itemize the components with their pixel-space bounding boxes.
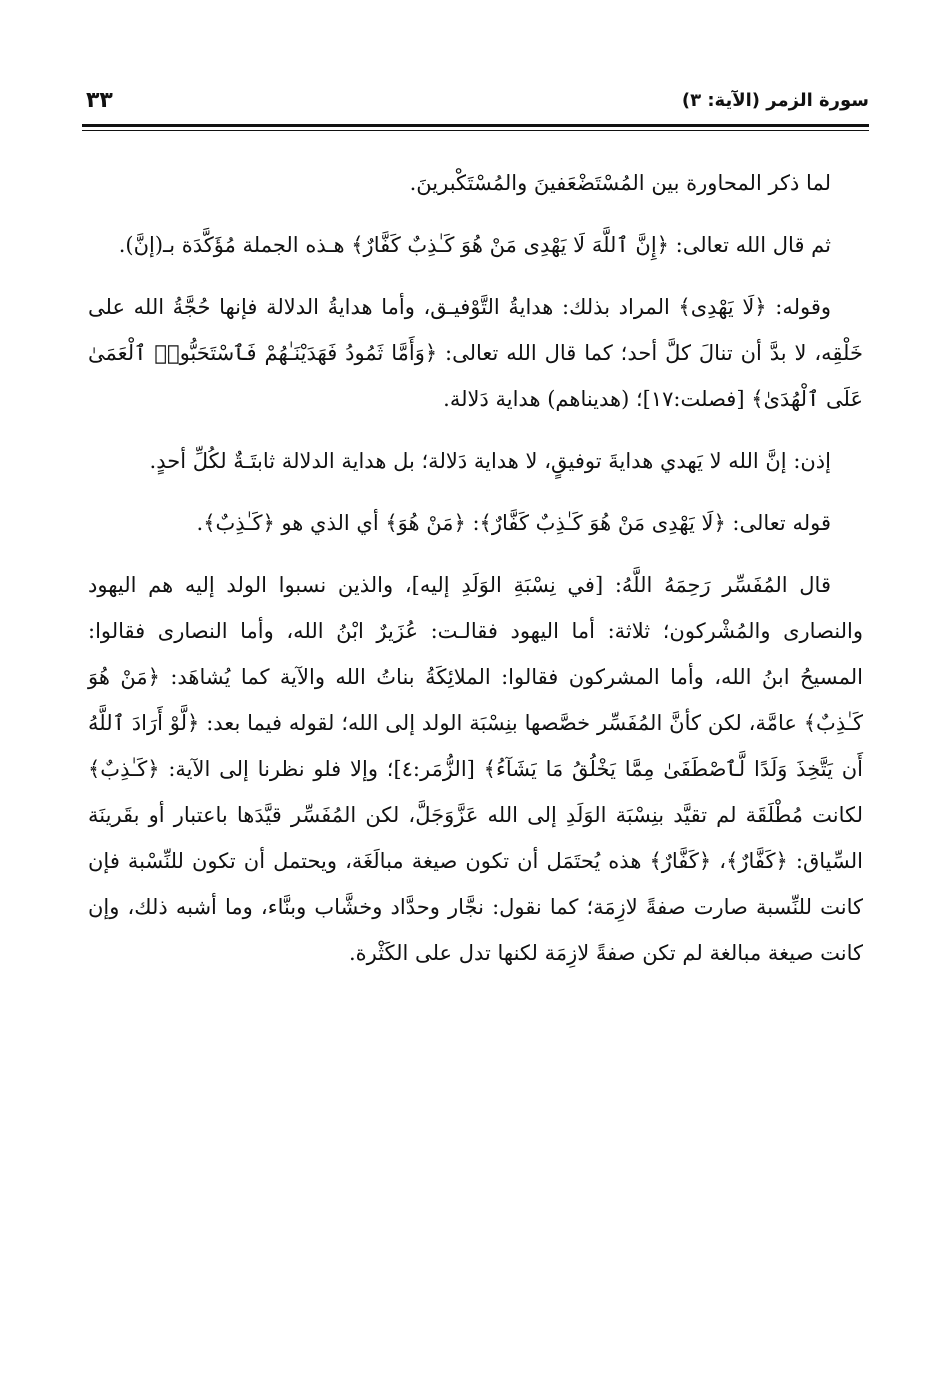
header-rule — [82, 124, 869, 127]
paragraph-1: لما ذكر المحاورة بين المُسْتَضْعَفينَ والمُسْتَكْبرينَ. — [409, 171, 831, 195]
page-number: ٣٣ — [86, 88, 113, 113]
paragraph-2: ثم قال الله تعالى: ﴿إِنَّ ٱللَّهَ لَا يَهْدِى مَنْ هُوَ كَـٰذِبٌ كَفَّارٌ﴾ هـذه الجملة مُؤَكَّدَة بـ(إنَّ). — [118, 233, 831, 257]
page-body — [88, 160, 863, 992]
paragraph-6: قال المُفَسِّر رَحِمَهُ اللَّهُ: [في نِسْبَةِ الوَلَدِ إليه]، والذين نسبوا الولد إليه هم اليهود والنصارى والمُشْركون؛ ثلاثة: أما اليهود فقالـت: عُزَيرٌ ابْنُ الله، وأما النصارى فقالوا: المسيحُ ابنُ الله، وأما المشركون فقالوا: الملائِكَةُ بناتُ الله والآية كما يُشاهَد: ﴿مَنْ هُوَ كَـٰذِبٌ﴾ عامَّة، لكن كأنَّ المُفَسِّر خصَّصها بنِسْبَة الولد إلى الله؛ لقوله فيما بعد: ﴿لَّوْ أَرَادَ ٱللَّهُ أَن يَتَّخِذَ وَلَدًا لَّٱصْطَفَىٰ مِمَّا يَخْلُقُ مَا يَشَآءُ﴾ [الزُّمَر:٤]؛ وإلا فلو نظرنا إلى الآية: ﴿كَـٰذِبٌ﴾ لكانت مُطْلَقَة لم تقيَّد بنِسْبَة الوَلَدِ إلى الله عَزَّوَجَلَّ، لكن المُفَسِّر قيَّدَها باعتبار أو بقَرينَة السِّياق: ﴿كَفَّارٌ﴾، ﴿كَفَّارٌ﴾ هذه يُحتَمَل أن تكون صيغة مبالَغَة، ويحتمل أن تكون للنِّسْبة فإن كانت للنِّسبة صارت صفةً لازِمَة؛ كما نقول: نجَّار وحدَّاد وخشَّاب وبنَّاء، وما أشبه ذلك، وإن كانت صيغة مبالغة لم تكن صفةً لازِمَة لكنها تدل على الكَثْرة. — [88, 573, 863, 965]
paragraph-3: وقوله: ﴿لَا يَهْدِى﴾ المراد بذلك: هدايةُ التَّوْفيـق، وأما هدايةُ الدلالة فإنها حُجَّةُ الله على خَلْقِه، لا بدَّ أن تنالَ كلَّ أحد؛ كما قال الله تعالى: ﴿وَأَمَّا ثَمُودُ فَهَدَيْنَـٰهُمْ فَٱسْتَحَبُّوا۟ ٱلْعَمَىٰ عَلَى ٱلْهُدَىٰ﴾ [فصلت:١٧]؛ (هديناهم) هداية دَلالة. — [88, 295, 863, 411]
header-rule-thin — [82, 130, 869, 131]
paragraph-4: إذن: إنَّ الله لا يَهدي هدايةَ توفيقٍ، لا هداية دَلالة؛ بل هداية الدلالة ثابتَـةٌ لكُلِّ أحدٍ. — [149, 449, 831, 473]
surah-title: سورة الزمر (الآية: ٣) — [681, 90, 869, 111]
paragraph-5: قوله تعالى: ﴿لَا يَهْدِى مَنْ هُوَ كَـٰذِبٌ كَفَّارٌ﴾: ﴿مَنْ هُوَ﴾ أي الذي هو ﴿كَـٰذِبٌ﴾. — [196, 511, 831, 535]
page-header — [82, 88, 869, 120]
